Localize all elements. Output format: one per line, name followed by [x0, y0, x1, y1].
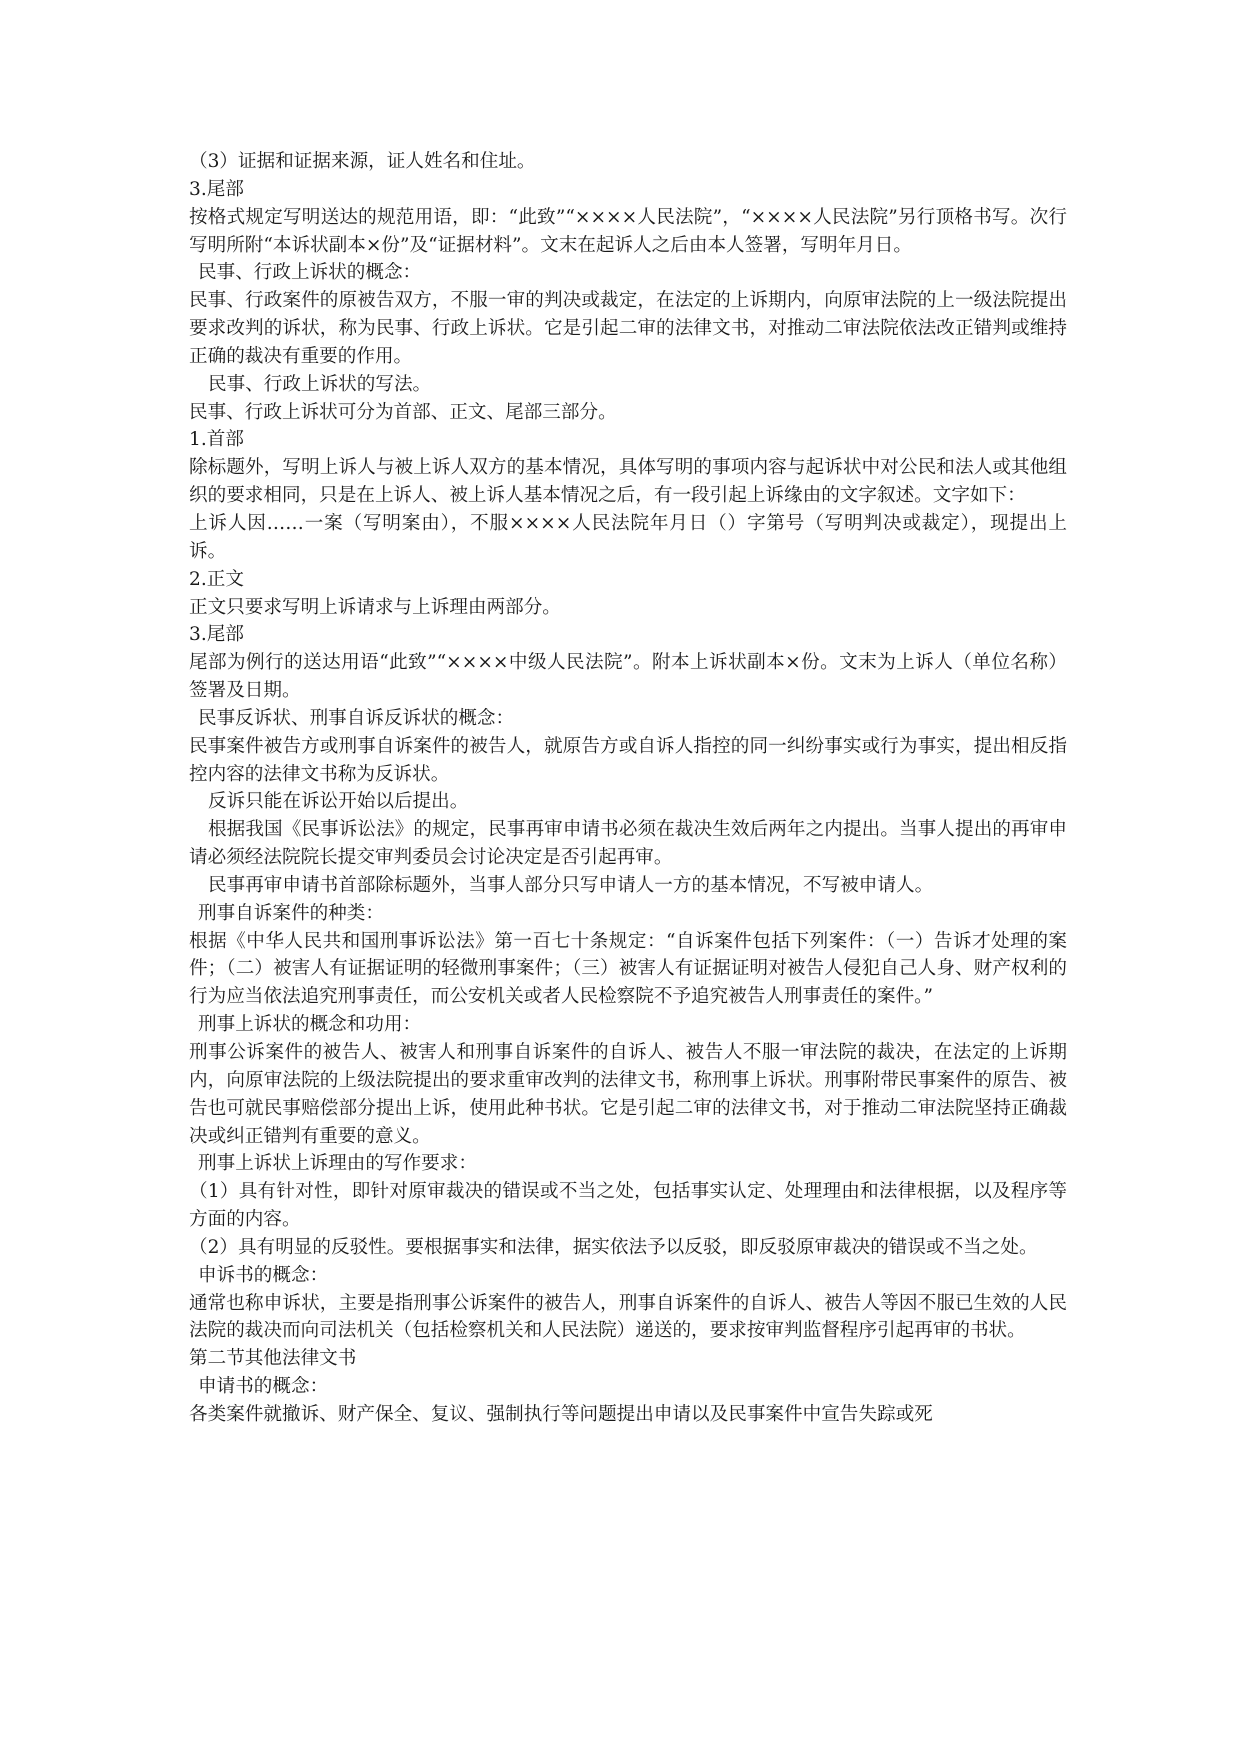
paragraph: 申诉书的概念： — [198, 1264, 329, 1286]
paragraph: 1.首部 — [189, 429, 244, 451]
paragraph: 民事案件被告方或刑事自诉案件的被告人，就原告方或自诉人指控的同一纠纷事实或行为事实，提出相反指控内容的法律文书称为反诉状。 — [189, 735, 1067, 785]
paragraph: 除标题外，写明上诉人与被上诉人双方的基本情况，具体写明的事项内容与起诉状中对公民和法人或其他组织的要求相同，只是在上诉人、被上诉人基本情况之后，有一段引起上诉缘由的文字叙述。文字如下： — [189, 457, 1067, 507]
paragraph: 2.正文 — [189, 568, 244, 590]
paragraph: 根据《中华人民共和国刑事诉讼法》第一百七十条规定：“自诉案件包括下列案件：（一）告诉才处理的案件；（二）被害人有证据证明的轻微刑事案件；（三）被害人有证据证明对被告人侵犯自己人身、财产权利的行为应当依法追究刑事责任，而公安机关或者人民检察院不予追究被告人刑事责任的案件。” — [189, 930, 1067, 1008]
paragraph: （1）具有针对性，即针对原审裁决的错误或不当之处，包括事实认定、处理理由和法律根据，以及程序等方面的内容。 — [189, 1181, 1067, 1231]
paragraph: 3.尾部 — [189, 624, 244, 646]
paragraph: （2）具有明显的反驳性。要根据事实和法律，据实依法予以反驳，即反驳原审裁决的错误或不当之处。 — [189, 1236, 1038, 1258]
paragraph: 民事反诉状、刑事自诉反诉状的概念： — [198, 707, 515, 729]
paragraph: 民事、行政上诉状的写法。 — [208, 373, 432, 395]
paragraph: 民事、行政上诉状的概念： — [198, 262, 422, 284]
paragraph: 民事、行政案件的原被告双方，不服一审的判决或裁定，在法定的上诉期内，向原审法院的上一级法院提出要求改判的诉状，称为民事、行政上诉状。它是引起二审的法律文书，对推动二审法院依法改正错判或维持正确的裁决有重要的作用。 — [189, 290, 1067, 367]
paragraph: 按格式规定写明送达的规范用语，即：“此致”“××××人民法院”，“××××人民法院”另行顶格书写。次行写明所附“本诉状副本×份”及“证据材料”。文末在起诉人之后由本人签署，写明年月日。 — [189, 206, 1067, 256]
paragraph: 刑事自诉案件的种类： — [198, 902, 384, 924]
paragraph: 第二节其他法律文书 — [189, 1348, 357, 1370]
paragraph: 正文只要求写明上诉请求与上诉理由两部分。 — [189, 596, 561, 618]
paragraph: （3）证据和证据来源，证人姓名和住址。 — [189, 151, 536, 172]
paragraph: 刑事上诉状的概念和功用： — [198, 1014, 422, 1036]
paragraph: 民事再审申请书首部除标题外，当事人部分只写申请人一方的基本情况，不写被申请人。 — [208, 874, 934, 896]
paragraph: 民事、行政上诉状可分为首部、正文、尾部三部分。 — [189, 401, 617, 423]
paragraph: 刑事上诉状上诉理由的写作要求： — [198, 1153, 477, 1175]
document-body — [189, 148, 1067, 1429]
paragraph: 尾部为例行的送达用语“此致”“××××中级人民法院”。附本上诉状副本×份。文末为上诉人（单位名称）签署及日期。 — [189, 652, 1067, 702]
paragraph: 申请书的概念： — [198, 1376, 329, 1398]
paragraph: 反诉只能在诉讼开始以后提出。 — [208, 791, 469, 813]
paragraph: 刑事公诉案件的被告人、被害人和刑事自诉案件的自诉人、被告人不服一审法院的裁决，在法定的上诉期内，向原审法院的上级法院提出的要求重审改判的法律文书，称刑事上诉状。刑事附带民事案件的原告、被告也可就民事赔偿部分提出上诉，使用此种书状。它是引起二审的法律文书，对于推动二审法院坚持正确裁决或纠正错判有重要的意义。 — [189, 1042, 1067, 1147]
paragraph: 上诉人因……一案（写明案由），不服××××人民法院年月日（）字第号（写明判决或裁定），现提出上诉。 — [189, 512, 1067, 562]
paragraph: 3.尾部 — [189, 178, 244, 200]
paragraph: 根据我国《民事诉讼法》的规定，民事再审申请书必须在裁决生效后两年之内提出。当事人提出的再审申请必须经法院院长提交审判委员会讨论决定是否引起再审。 — [189, 819, 1067, 869]
paragraph: 通常也称申诉状，主要是指刑事公诉案件的被告人，刑事自诉案件的自诉人、被告人等因不服已生效的人民法院的裁决而向司法机关（包括检察机关和人民法院）递送的，要求按审判监督程序引起再审的书状。 — [189, 1292, 1067, 1342]
paragraph: 各类案件就撤诉、财产保全、复议、强制执行等问题提出申请以及民事案件中宣告失踪或死 — [189, 1403, 933, 1425]
